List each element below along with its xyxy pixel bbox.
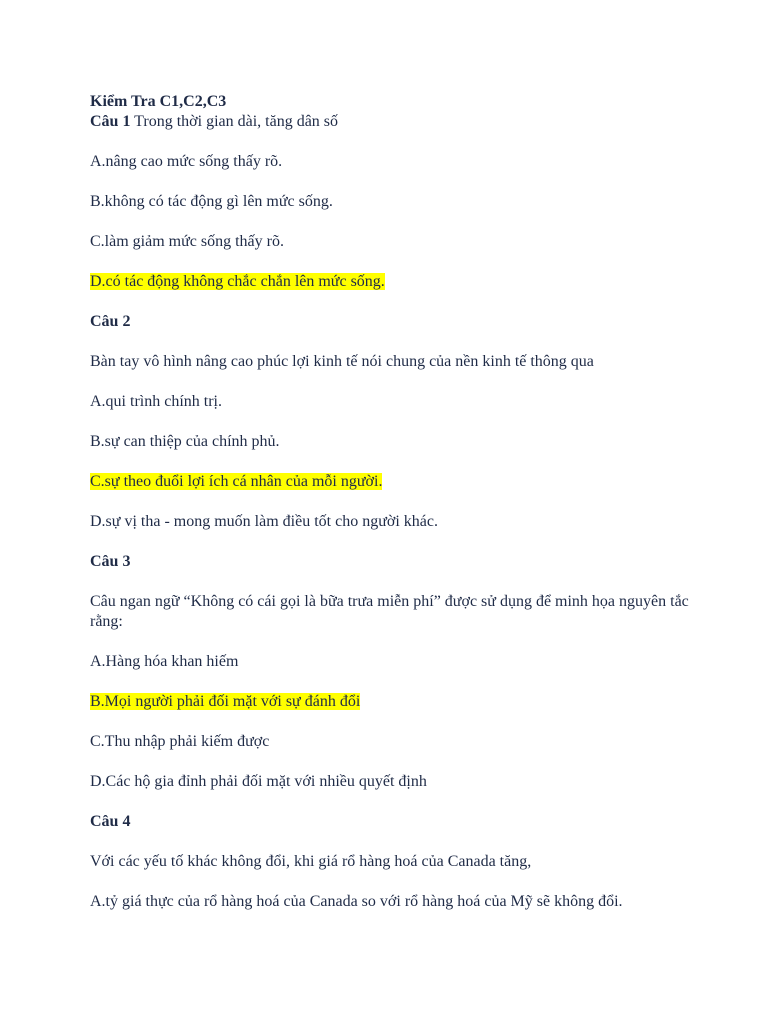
- option-text: D.sự vị tha - mong muốn làm điều tốt cho người khác.: [90, 513, 438, 530]
- document-page: [90, 92, 690, 912]
- option-text: D.Các hộ gia đỉnh phải đối mặt với nhiều quyết định: [90, 773, 427, 790]
- question-2-option-c: [90, 472, 690, 492]
- question-3-option-d: [90, 772, 690, 792]
- question-1-label: Câu 1: [90, 113, 131, 130]
- question-1-option-b: [90, 192, 690, 212]
- option-text: A.qui trình chính trị.: [90, 393, 222, 410]
- question-2-option-b: [90, 432, 690, 452]
- highlighted-answer: D.có tác động không chắc chắn lên mức sống.: [90, 273, 385, 290]
- document-title: Kiểm Tra C1,C2,C3: [90, 93, 227, 110]
- option-text: A.tỷ giá thực của rổ hàng hoá của Canada so với rổ hàng hoá của Mỹ sẽ không đổi.: [90, 893, 623, 910]
- question-4-option-a: [90, 892, 690, 912]
- question-3-option-c: [90, 732, 690, 752]
- question-2-option-d: [90, 512, 690, 532]
- question-2-stem: Bàn tay vô hình nâng cao phúc lợi kinh tế nói chung của nền kinh tế thông qua: [90, 353, 594, 370]
- option-text: A.Hàng hóa khan hiếm: [90, 653, 239, 670]
- question-4-label: Câu 4: [90, 813, 131, 830]
- option-text: C.Thu nhập phải kiếm được: [90, 733, 270, 750]
- question-3-stem: Câu ngan ngữ “Không có cái gọi là bữa trưa miễn phí” được sử dụng để minh họa nguyên tắc rằng:: [90, 593, 689, 630]
- option-text: A.nâng cao mức sống thấy rõ.: [90, 153, 283, 170]
- question-2-label: Câu 2: [90, 313, 131, 330]
- question-3-label: Câu 3: [90, 553, 131, 570]
- question-3-option-a: [90, 652, 690, 672]
- question-4-stem: Với các yếu tố khác không đổi, khi giá rổ hàng hoá của Canada tăng,: [90, 853, 532, 870]
- question-3-option-b: [90, 692, 690, 712]
- option-text: B.không có tác động gì lên mức sống.: [90, 193, 333, 210]
- highlighted-answer: B.Mọi người phải đối mặt với sự đánh đổi: [90, 693, 361, 710]
- question-1-stem: Trong thời gian dài, tăng dân số: [134, 113, 339, 130]
- option-text: B.sự can thiệp của chính phủ.: [90, 433, 280, 450]
- highlighted-answer: C.sự theo đuổi lợi ích cá nhân của mỗi người.: [90, 473, 383, 490]
- option-text: C.làm giảm mức sống thấy rõ.: [90, 233, 284, 250]
- question-1-option-a: [90, 152, 690, 172]
- question-2-option-a: [90, 392, 690, 412]
- question-1-header: [90, 112, 690, 132]
- question-1-option-d: [90, 272, 690, 292]
- question-1-option-c: [90, 232, 690, 252]
